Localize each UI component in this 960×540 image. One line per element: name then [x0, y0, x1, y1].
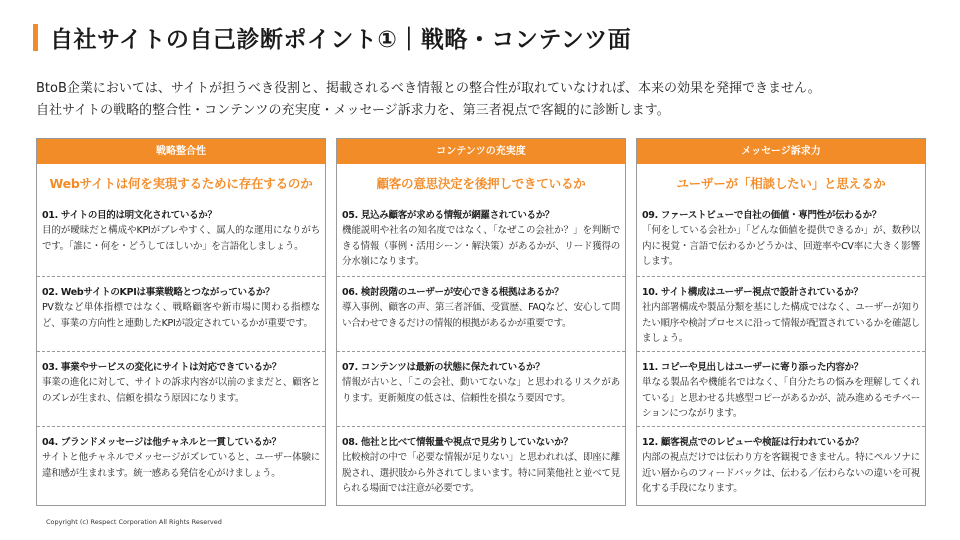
checklist: [337, 204, 625, 505]
page-title: 自社サイトの自己診断ポイント①｜戦略・コンテンツ面: [50, 27, 632, 53]
item-body: 情報が古いと、「この会社、動いてないな」と思われるリスクがあります。更新頻度の低さは、信頼性を損なう要因です。: [342, 377, 620, 404]
checklist-item: [37, 276, 325, 351]
checklist-item: [37, 426, 325, 501]
checklist-item: [637, 204, 925, 276]
checklist-item: [337, 426, 625, 501]
diagnosis-columns: [36, 138, 926, 506]
item-title: 07. コンテンツは最新の状態に保たれているか？: [342, 362, 545, 373]
intro-text: [36, 78, 936, 122]
item-body: 導入事例、顧客の声、第三者評価、受賞歴、FAQなど、安心して問い合わせできるだけの情報的根拠があるかが重要です。: [342, 302, 620, 329]
item-body: 事業の進化に対して、サイトの訴求内容が以前のままだと、顧客とのズレが生まれ、信頼を損なう原因になります。: [42, 377, 320, 404]
checklist: [637, 204, 925, 505]
item-body: 社内部署構成や製品分類を基にした構成ではなく、ユーザーが知りたい順序や検討プロセスに沿って情報が配置されているかを確認しましょう。: [642, 302, 920, 344]
item-body: 比較検討の中で「必要な情報が足りない」と思われれば、即座に離脱され、選択肢から外されてしまいます。特に同業他社と並べて見られる場面では注意が必要です。: [342, 452, 620, 494]
checklist-item: [337, 276, 625, 351]
item-title: 04. ブランドメッセージは他チャネルと一貫しているか？: [42, 437, 281, 448]
item-body: PV数など単体指標ではなく、戦略顧客や新市場に関わる指標など、事業の方向性と連動したKPIが設定されているかが重要です。: [42, 302, 320, 329]
item-title: 06. 検討段階のユーザーが安心できる根拠はあるか？: [342, 287, 564, 298]
item-title: 02. WebサイトのKPIは事業戦略とつながっているか？: [42, 287, 275, 298]
checklist-item: [337, 204, 625, 276]
item-title: 09. ファーストビューで自社の価値・専門性が伝わるか？: [642, 210, 882, 221]
item-body: 目的が曖昧だと構成やKPIがブレやすく、属人的な運用になりがちです。「誰に・何を・どうしてほしいか」を言語化しましょう。: [42, 225, 320, 252]
item-body: 機能説明や社名の知名度ではなく、「なぜこの会社か？」を判断できる情報（事例・活用シーン・解決策）があるかが、リード獲得の分水嶺になります。: [342, 225, 620, 267]
intro-line: 自社サイトの戦略的整合性・コンテンツの充実度・メッセージ訴求力を、第三者視点で客観的に診断します。: [36, 103, 670, 118]
title-accent-bar: [33, 24, 38, 51]
item-title: 11. コピーや見出しはユーザーに寄り添った内容か？: [642, 362, 863, 373]
checklist-item: [37, 204, 325, 276]
column-message: [636, 138, 926, 506]
item-body: サイトと他チャネルでメッセージがズレていると、ユーザー体験に違和感が生まれます。統一感ある発信を心がけましょう。: [42, 452, 320, 479]
item-body: 単なる製品名や機能名ではなく、「自分たちの悩みを理解してくれている」と思わせる共感型コピーがあるかが、読み進めるモチベーションにつながります。: [642, 377, 920, 419]
item-title: 05. 見込み顧客が求める情報が網羅されているか？: [342, 210, 555, 221]
column-tagline: Webサイトは何を実現するために存在するのか: [49, 176, 313, 191]
item-title: 01. サイトの目的は明文化されているか？: [42, 210, 217, 221]
copyright-notice: Copyright (c) Respect Corporation All Rights Reserved: [46, 518, 222, 526]
intro-line: BtoB企業においては、サイトが担うべき役割と、掲載されるべき情報との整合性が取れていなければ、本来の効果を発揮できません。: [36, 81, 821, 96]
column-header: コンテンツの充実度: [337, 139, 625, 164]
column-strategy: [36, 138, 326, 506]
column-tagline: 顧客の意思決定を後押しできているか: [376, 176, 586, 191]
column-header: メッセージ訴求力: [637, 139, 925, 164]
item-body: 内部の視点だけでは伝わり方を客観視できません。特にペルソナに近い層からのフィードバックは、伝わる／伝わらないの違いを可視化する手段になります。: [642, 452, 920, 494]
item-title: 12. 顧客視点でのレビューや検証は行われているか？: [642, 437, 864, 448]
checklist: [37, 204, 325, 505]
item-body: 「何をしている会社か」「どんな価値を提供できるか」が、数秒以内に視覚・言語で伝わるかどうかは、回遊率やCV率に大きく影響します。: [642, 225, 920, 267]
checklist-item: [637, 276, 925, 351]
checklist-item: [637, 351, 925, 426]
checklist-item: [637, 426, 925, 501]
checklist-item: [37, 351, 325, 426]
column-content: [336, 138, 626, 506]
item-title: 03. 事業やサービスの変化にサイトは対応できているか？: [42, 362, 282, 373]
checklist-item: [337, 351, 625, 426]
item-title: 08. 他社と比べて情報量や視点で見劣りしていないか？: [342, 437, 573, 448]
column-header: 戦略整合性: [37, 139, 325, 164]
column-tagline: ユーザーが「相談したい」と思えるか: [676, 176, 886, 191]
item-title: 10. サイト構成はユーザー視点で設計されているか？: [642, 287, 863, 298]
